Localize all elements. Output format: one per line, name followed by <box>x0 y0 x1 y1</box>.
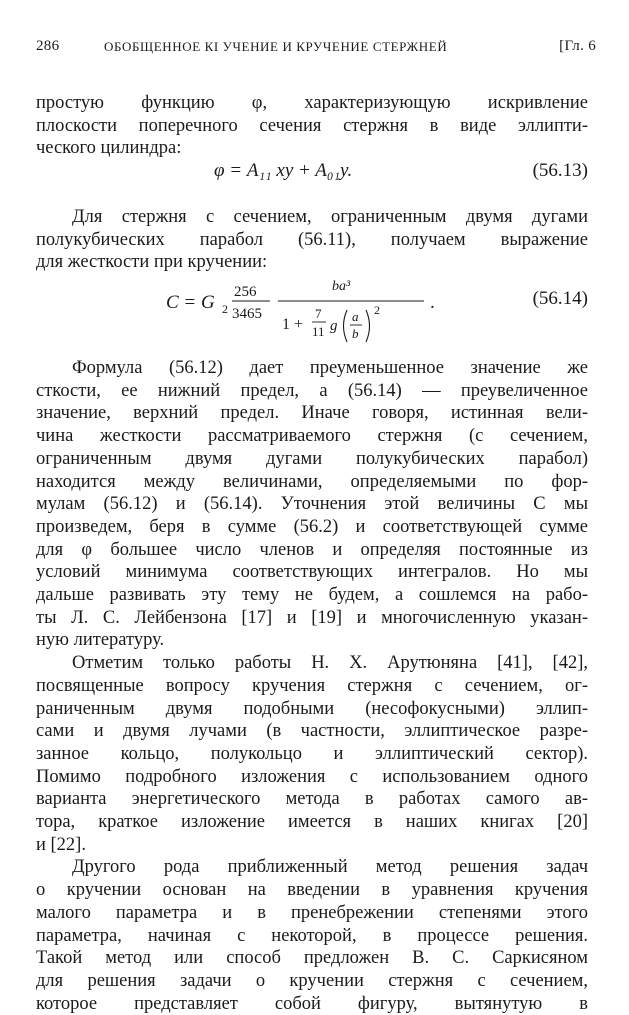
text-line: ческого цилиндра: <box>36 138 182 159</box>
denominator-one-plus: 1 + <box>282 316 304 333</box>
text-line: и [22]. <box>36 834 86 855</box>
text-line: для φ большее число членов и определяя постоянные из <box>36 539 588 560</box>
chapter-reference: [Гл. 6 <box>559 38 596 54</box>
text-line: занное кольцо, полукольцо и эллиптический сектор). <box>36 743 588 764</box>
text-line: Такой метод или способ предложен В. С. Саркисяном <box>36 948 588 969</box>
text-line: сами и двумя лучами (в частности, эллиптическое разре- <box>36 721 588 742</box>
fraction-denominator: b <box>352 326 359 341</box>
formula-expression: φ = A₁₁ xy + A₀₁y. <box>214 160 353 181</box>
text-line: Отметим только работы Н. Х. Арутюняна [41], [42], <box>72 653 588 674</box>
text-line: Для стержня с сечением, ограниченным двумя дугами <box>72 207 588 227</box>
text-line: находится между величинами, определяемыми по фор- <box>36 471 588 492</box>
fraction-numerator: 256 <box>234 284 257 300</box>
formula-g: g <box>330 318 338 334</box>
text-line: мулам (56.12) и (56.14). Уточнения этой величины C мы <box>36 494 588 515</box>
main-text <box>36 357 588 1015</box>
text-line: Формула (56.12) дает преуменьшенное значение же <box>72 358 588 378</box>
equation-number: (56.14) <box>532 288 588 309</box>
intro-paragraph <box>36 92 588 160</box>
right-paren <box>366 310 370 342</box>
left-paren <box>344 310 348 342</box>
running-title: ОБОБЩЕННОЕ КІ УЧЕНИЕ И КРУЧЕНИЕ СТЕРЖНЕЙ <box>104 39 448 54</box>
fraction-denominator: 3465 <box>232 306 262 322</box>
text-line: условий минимума соответствующих интегралов. Но мы <box>36 562 588 583</box>
text-line: полукубических парабол (56.11), получаем выражение <box>36 229 588 250</box>
text-line: Помимо подробного изложения с использованием одного <box>36 766 588 787</box>
text-line: для решения задачи о кручении стержня с сечением, <box>36 970 588 991</box>
fraction-numerator: a <box>352 309 359 324</box>
text-line: значение, верхний предел. Иначе говоря, истинная вели- <box>36 403 588 424</box>
text-line: Другого рода приближенный метод решения задач <box>72 857 588 878</box>
formula-subscript: 2 <box>222 302 228 316</box>
text-line: плоскости поперечного сечения стержня в виде эллипти- <box>36 115 588 136</box>
text-line: малого параметра и в пренебрежении степенями этого <box>36 902 588 923</box>
text-line: раниченным двумя подобными (несофокусными) эллип- <box>36 698 588 719</box>
text-line: ограниченным двумя дугами полукубических парабол) <box>36 448 588 469</box>
text-line: ты Л. С. Лейбензона [17] и [19] и многочисленную указан- <box>36 607 588 628</box>
formula-56-13 <box>36 160 588 190</box>
text-line: о кручении основан на введении в уравнения кручения <box>36 880 588 901</box>
text-line: тора, краткое изложение имеется в наших книгах [20] <box>36 812 588 833</box>
text-line: произведем, беря в сумме (56.2) и соответствующей сумме <box>36 516 588 537</box>
formula-exponent: 2 <box>374 303 380 317</box>
text-line: варианта энергетического метода в работах самого ав- <box>36 789 588 810</box>
fraction-denominator: 11 <box>312 324 325 339</box>
text-line: параметра, начиная с некоторой, в процессе решения. <box>36 925 588 946</box>
formula-56-14 <box>36 274 588 346</box>
text-line: которое представляет собой фигуру, вытянутую в <box>36 993 588 1014</box>
text-line: сткости, ее нижний предел, а (56.14) — преувеличенное <box>36 380 588 401</box>
formula-graphic <box>166 274 486 346</box>
page-number: 286 <box>36 38 60 54</box>
text-line: посвященные вопросу кручения стержня с сечением, ог- <box>36 675 588 696</box>
fraction-numerator: ba³ <box>332 279 351 294</box>
text-line: дальше развивать эту тему не будем, а сошлемся на рабо- <box>36 585 588 606</box>
equation-number: (56.13) <box>532 160 588 181</box>
text-line: чина жесткости рассматриваемого стержня (с сечением, <box>36 426 588 447</box>
paragraph-rigidity <box>36 206 588 274</box>
text-line: простую функцию φ, характеризующую искривление <box>36 93 588 113</box>
formula-period: . <box>430 292 435 313</box>
formula-lhs: C = G <box>166 292 215 313</box>
fraction-numerator: 7 <box>315 306 322 321</box>
text-line: для жесткости при кручении: <box>36 252 268 273</box>
text-line: ную литературу. <box>36 630 165 651</box>
running-header <box>36 38 596 58</box>
